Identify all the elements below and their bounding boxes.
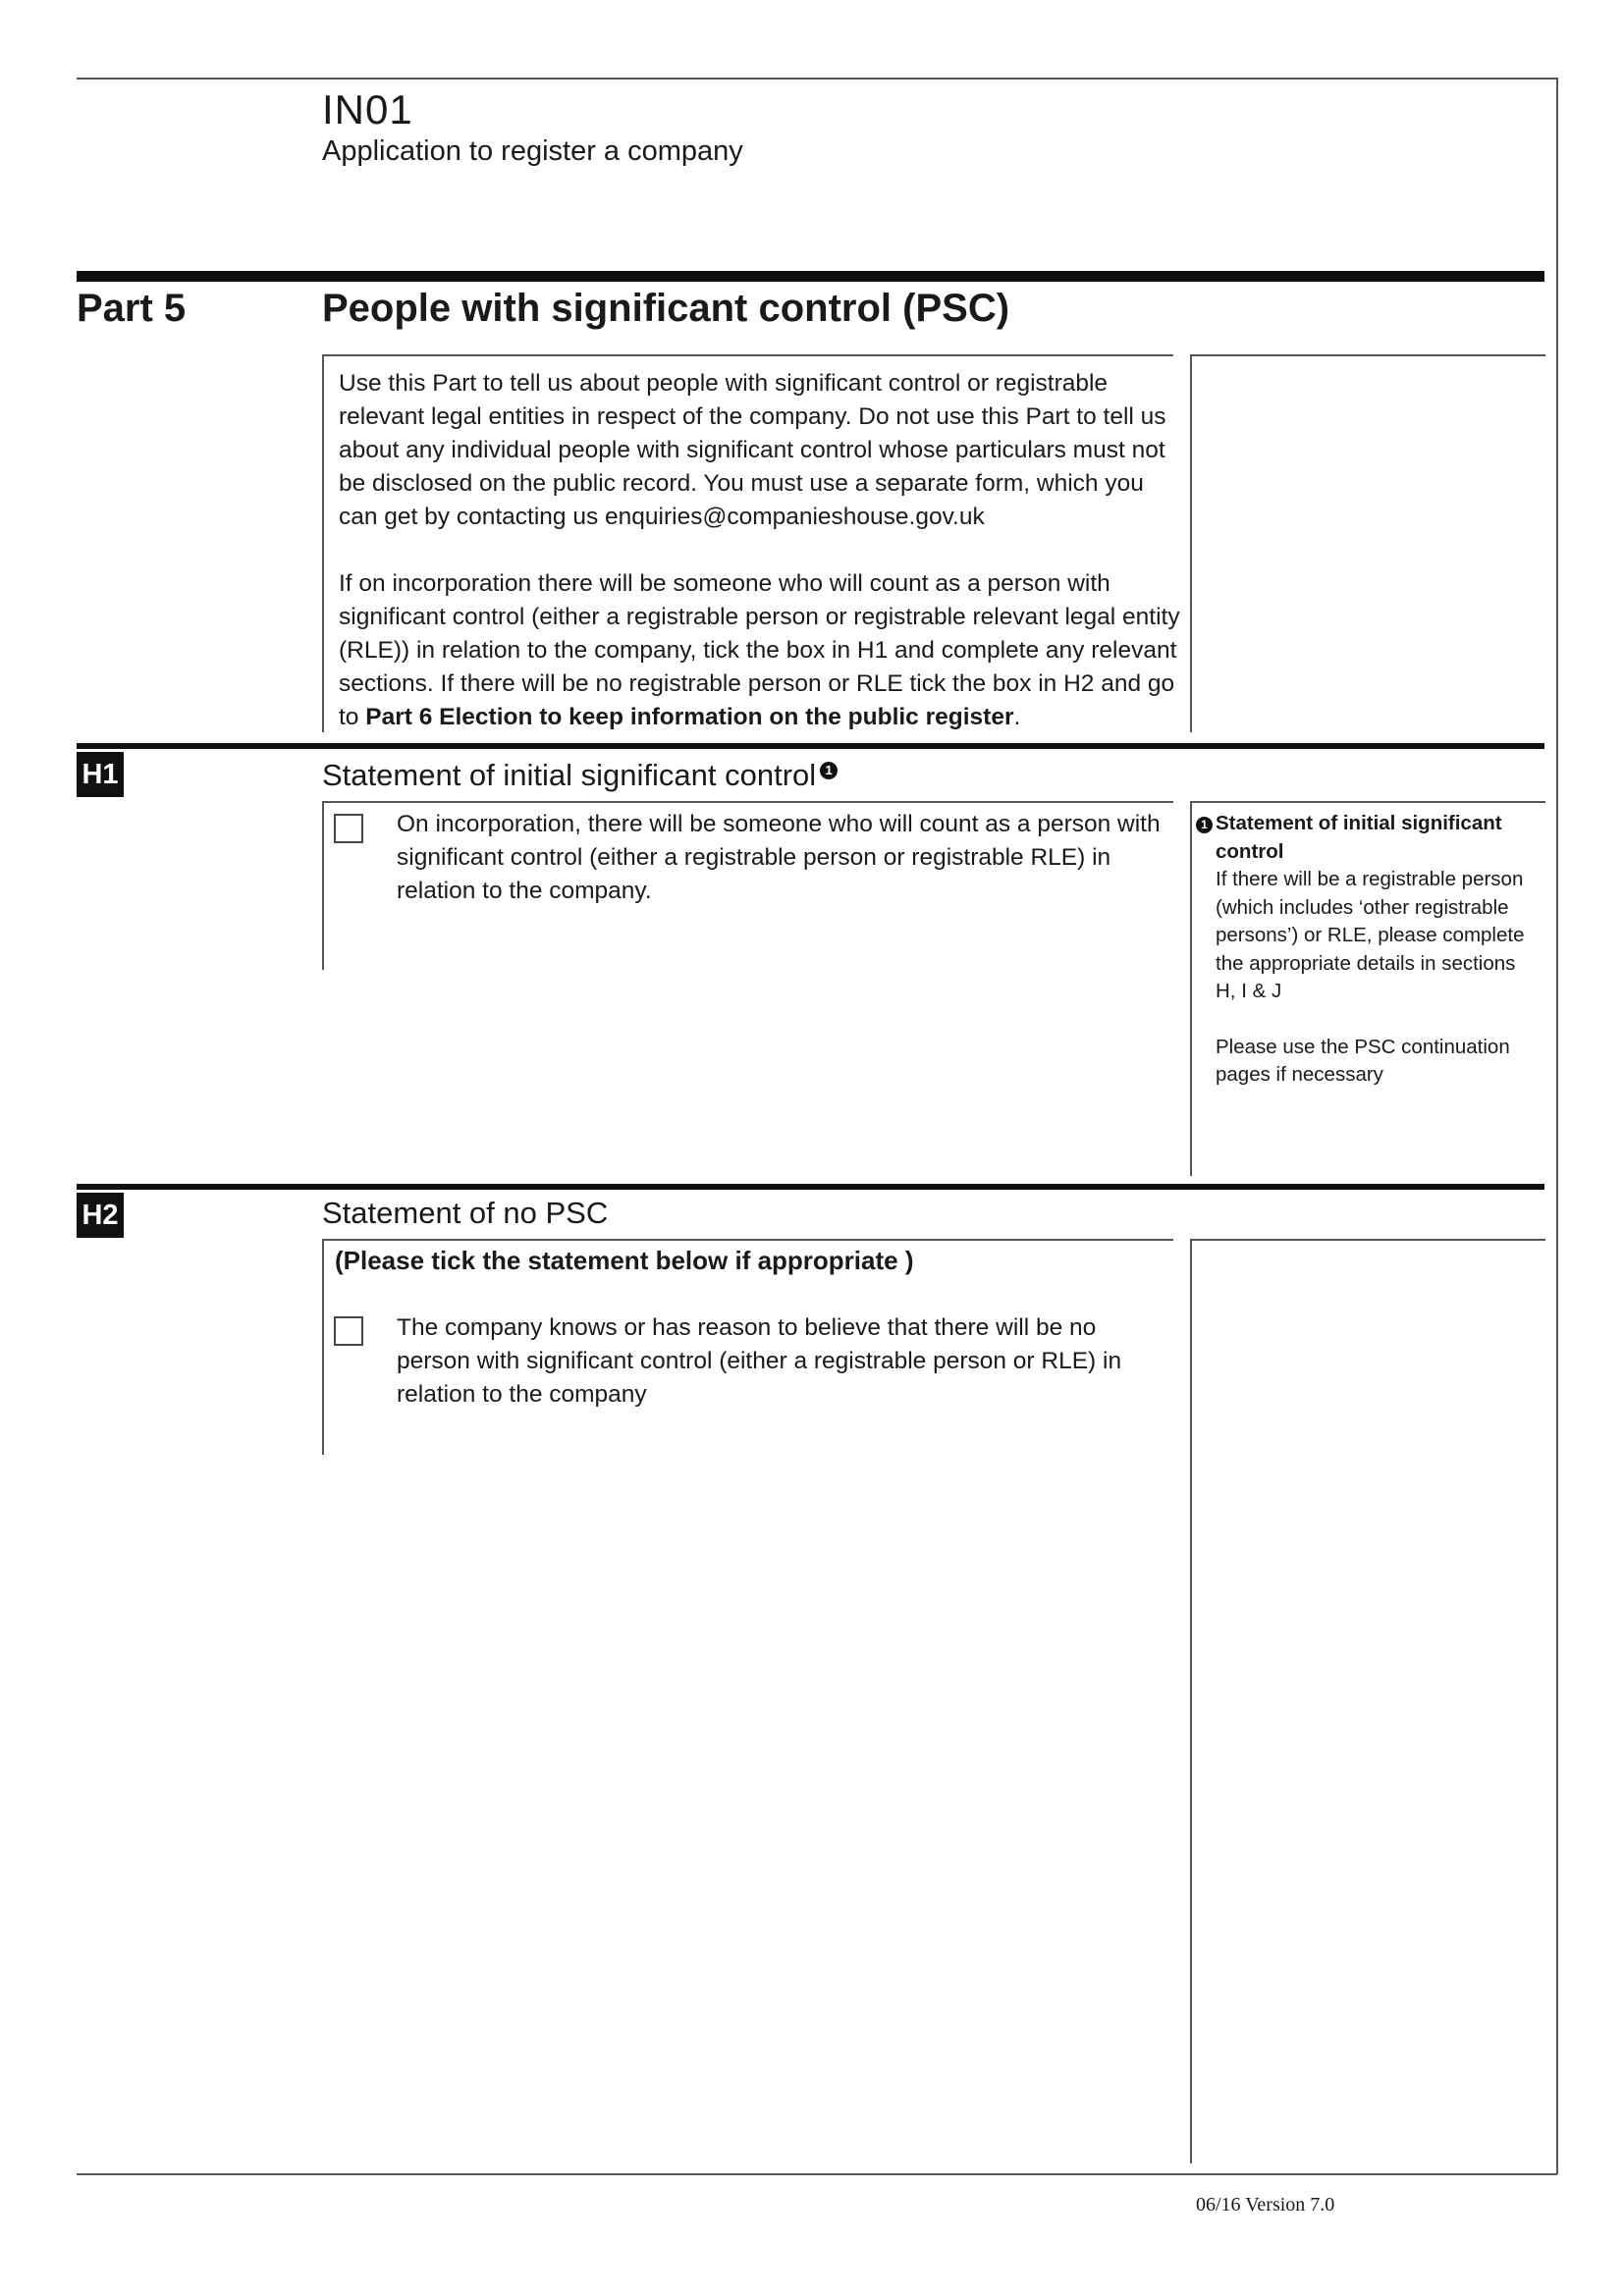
h2-divider: [77, 1184, 1544, 1190]
intro-side-box: [1190, 354, 1545, 732]
h2-checkbox[interactable]: [334, 1316, 363, 1346]
page-frame-bottom: [77, 2173, 1557, 2175]
side-note-extra: Please use the PSC continuation pages if necessary: [1216, 1035, 1510, 1086]
part-title: People with significant control (PSC): [322, 287, 1010, 330]
h1-option-text: On incorporation, there will be someone who will count as a person with significant control (either a registrable person or registrable RLE) in relation to the company.: [397, 811, 1161, 904]
h2-option-text: The company knows or has reason to believe that there will be no person with significant control (either a registrable person or RLE) in relation to the company: [397, 1314, 1122, 1408]
note-marker-icon: 1: [820, 762, 838, 779]
h1-divider: [77, 743, 1544, 749]
h2-side-box: [1190, 1239, 1545, 2163]
h1-side-note: [1196, 810, 1540, 1090]
h1-title: Statement of initial significant control 1: [322, 758, 838, 793]
intro-paragraph-1: Use this Part to tell us about people with significant control or registrable relevant legal entities in respect of the company. Do not use this Part to tell us about any individual people with significant control whose particulars must not be disclosed on the public record. You must use a separate form, which you can get by contacting us enquiries@companieshouse.gov.uk: [339, 370, 1166, 530]
form-title: Application to register a company: [322, 135, 743, 167]
side-note-body: If there will be a registrable person (which includes ‘other registrable persons’) or RLE, please complete the appropriate details in sections H, I & J: [1216, 868, 1525, 1002]
intro-paragraph-2: If on incorporation there will be someone who will count as a person with significant control (either a registrable person or registrable relevant legal entity (RLE)) in relation to the company, tick the box in H1 and complete any relevant sections. If there will be no registrable person or RLE tick the box in H2 and go to Part 6 Election to keep information on the public register.: [339, 570, 1180, 730]
side-note-heading: Statement of initial significant control: [1216, 812, 1502, 863]
version-footer: 06/16 Version 7.0: [1196, 2194, 1335, 2216]
page-frame-top: [77, 78, 1557, 80]
part-label: Part 5: [77, 287, 187, 330]
h1-checkbox[interactable]: [334, 814, 363, 843]
form-code: IN01: [322, 86, 413, 133]
h2-instruction: (Please tick the statement below if appropriate ): [335, 1246, 914, 1275]
intro-text: [339, 367, 1183, 734]
part-6-reference: Part 6 Election to keep information on the public register: [365, 704, 1014, 730]
page-frame-right: [1556, 78, 1558, 2174]
note-marker-icon: 1: [1196, 817, 1213, 833]
h1-badge: H1: [77, 752, 124, 797]
part-divider: [77, 271, 1544, 282]
h2-badge: H2: [77, 1193, 124, 1238]
h2-title: Statement of no PSC: [322, 1196, 609, 1230]
